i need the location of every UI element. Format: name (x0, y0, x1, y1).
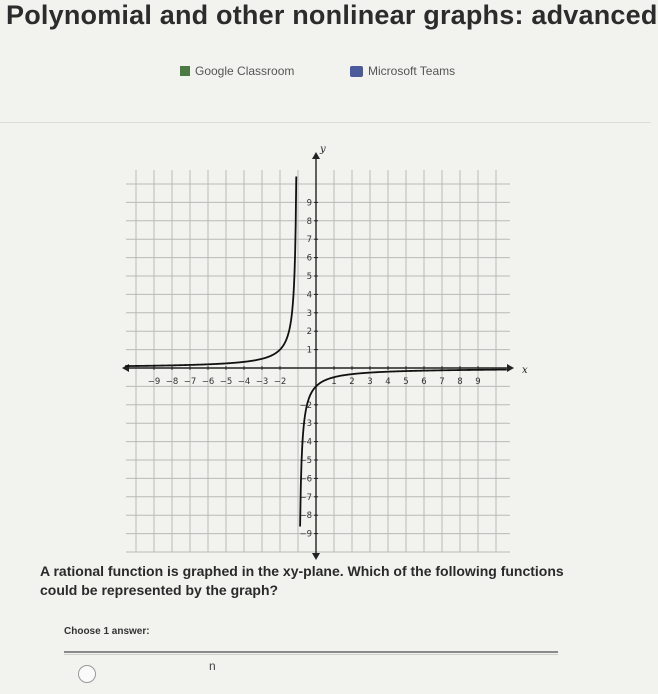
google-classroom-icon (180, 66, 190, 76)
y-tick-label: −5 (299, 456, 312, 466)
question-text: A rational function is graphed in the xy-plane. Which of the following functions could be represented by the graph? (40, 563, 564, 598)
header-divider (0, 122, 651, 123)
y-axis-label: y (320, 144, 326, 155)
y-tick-label: −9 (299, 529, 312, 540)
share-google-classroom[interactable] (180, 64, 294, 78)
y-tick-label: 8 (306, 216, 312, 227)
x-tick-label: 5 (403, 377, 409, 387)
y-axis-arrow-down (312, 553, 320, 560)
y-tick-label: −4 (299, 437, 312, 448)
y-tick-label: −8 (299, 511, 312, 522)
microsoft-teams-icon (350, 66, 363, 77)
y-tick-label: −3 (299, 419, 312, 430)
y-tick-label: 4 (306, 290, 312, 301)
y-tick-label: 2 (306, 327, 312, 338)
x-tick-label: −5 (219, 377, 233, 387)
x-tick-label: −6 (201, 377, 215, 387)
x-tick-label: 1 (331, 377, 337, 387)
choice-separator (64, 651, 558, 653)
curve-right-branch (300, 370, 507, 527)
y-tick-label: 7 (306, 235, 312, 246)
x-tick-label: 8 (457, 377, 463, 387)
x-tick-label: 9 (475, 377, 481, 387)
y-tick-label: 9 (306, 198, 312, 209)
curve-left-branch (125, 177, 296, 367)
y-tick-label: −6 (299, 474, 312, 485)
choose-label: Choose 1 answer: (64, 626, 150, 637)
y-tick-label: −2 (299, 400, 312, 411)
y-tick-label: 6 (306, 253, 312, 264)
page-title: Polynomial and other nonlinear graphs: advanced (6, 0, 658, 30)
x-tick-label: 2 (349, 377, 355, 387)
share-microsoft-teams[interactable] (350, 64, 455, 78)
function-graph (116, 140, 526, 560)
x-axis-label: x (522, 365, 528, 376)
x-tick-label: 4 (385, 377, 391, 387)
x-tick-label: 6 (421, 377, 427, 387)
share-google-classroom-label: Google Classroom (195, 64, 295, 78)
x-tick-label: 7 (439, 377, 445, 387)
y-tick-label: 5 (306, 272, 312, 282)
x-tick-label: −8 (165, 377, 179, 387)
graph-canvas (116, 140, 526, 560)
answer-choice[interactable] (64, 654, 558, 694)
y-tick-label: 1 (306, 345, 312, 356)
x-tick-label: −7 (183, 377, 197, 387)
x-tick-label: −4 (237, 377, 251, 387)
y-tick-label: −7 (299, 492, 312, 503)
x-tick-label: 3 (367, 377, 373, 387)
choice-radio-button[interactable] (78, 665, 96, 683)
x-axis-arrow-right (507, 364, 514, 372)
y-tick-label: 3 (306, 308, 312, 319)
x-tick-label: −2 (273, 377, 287, 387)
y-axis-arrow-up (312, 152, 320, 159)
share-microsoft-teams-label: Microsoft Teams (368, 64, 456, 78)
x-tick-label: −3 (255, 377, 269, 387)
choice-text: n (209, 659, 216, 673)
x-tick-label: −9 (147, 377, 161, 387)
